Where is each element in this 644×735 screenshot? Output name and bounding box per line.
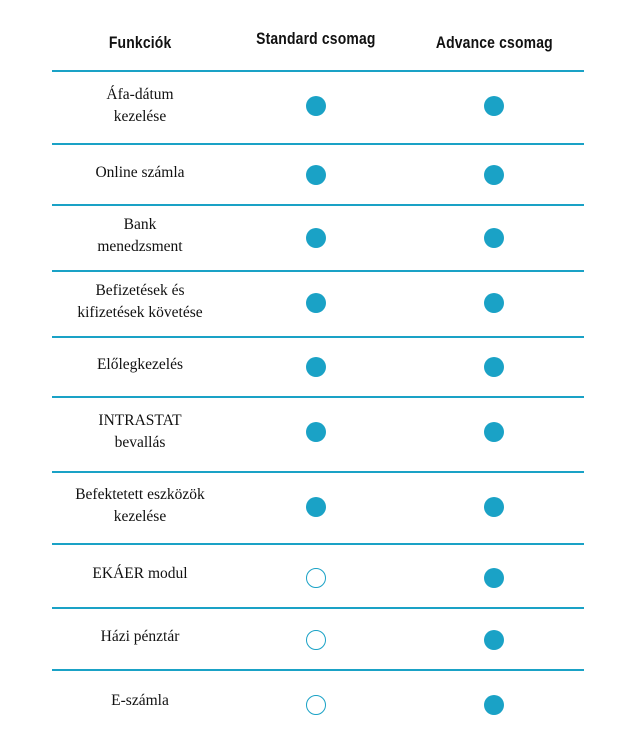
feature-cell <box>52 72 228 143</box>
standard-cell <box>228 145 404 204</box>
advance-cell <box>404 145 584 204</box>
feature-cell <box>52 338 228 396</box>
advance-cell <box>404 473 584 543</box>
availability-dot-icon <box>306 497 326 517</box>
table-row <box>52 72 584 145</box>
table-row <box>52 398 584 473</box>
standard-cell <box>228 545 404 607</box>
feature-cell <box>52 206 228 270</box>
availability-dot-icon <box>306 695 326 715</box>
availability-dot-icon <box>484 96 504 116</box>
advance-cell <box>404 338 584 396</box>
standard-cell <box>228 473 404 543</box>
feature-cell <box>52 545 228 607</box>
standard-cell <box>228 671 404 734</box>
table-row <box>52 145 584 206</box>
availability-dot-icon <box>306 293 326 313</box>
availability-dot-icon <box>484 422 504 442</box>
table-row <box>52 545 584 609</box>
table-row <box>52 609 584 671</box>
availability-dot-icon <box>306 96 326 116</box>
table-row <box>52 272 584 338</box>
availability-dot-icon <box>306 568 326 588</box>
advance-cell <box>404 398 584 471</box>
availability-dot-icon <box>484 630 504 650</box>
feature-cell <box>52 609 228 669</box>
standard-cell <box>228 338 404 396</box>
feature-name: Áfa-dátum kezelése <box>106 85 174 125</box>
availability-dot-icon <box>484 568 504 588</box>
feature-name: INTRASTAT bevallás <box>98 411 182 451</box>
advance-cell <box>404 272 584 336</box>
advance-cell <box>404 72 584 143</box>
feature-cell <box>52 473 228 543</box>
standard-cell <box>228 609 404 669</box>
availability-dot-icon <box>484 497 504 517</box>
advance-cell <box>404 545 584 607</box>
header-feature-label: Funkciók <box>108 33 172 52</box>
header-advance-label: Advance csomag <box>435 33 553 52</box>
header-cell-standard <box>228 0 404 70</box>
availability-dot-icon <box>306 165 326 185</box>
feature-cell <box>52 145 228 204</box>
feature-name: EKÁER modul <box>92 565 188 582</box>
table-row <box>52 338 584 398</box>
feature-cell <box>52 398 228 471</box>
standard-cell <box>228 206 404 270</box>
feature-name: Bank menedzsment <box>97 216 183 255</box>
feature-name: Előlegkezelés <box>96 356 184 373</box>
advance-cell <box>404 609 584 669</box>
availability-dot-icon <box>484 695 504 715</box>
feature-name: Online számla <box>95 163 185 181</box>
standard-cell <box>228 72 404 143</box>
availability-dot-icon <box>306 357 326 377</box>
table-header <box>52 0 584 72</box>
header-cell-feature <box>52 0 228 70</box>
availability-dot-icon <box>306 630 326 650</box>
feature-name: E-számla <box>111 691 169 709</box>
availability-dot-icon <box>484 293 504 313</box>
table-row <box>52 671 584 734</box>
availability-dot-icon <box>484 357 504 377</box>
advance-cell <box>404 671 584 734</box>
feature-cell <box>52 671 228 734</box>
feature-name: Befizetések és kifizetések követése <box>77 282 203 321</box>
availability-dot-icon <box>484 228 504 248</box>
feature-name: Házi pénztár <box>100 628 180 645</box>
feature-cell <box>52 272 228 336</box>
table-row <box>52 473 584 545</box>
standard-cell <box>228 272 404 336</box>
header-cell-advance <box>404 0 584 70</box>
table-row <box>52 206 584 272</box>
feature-name: Befektetett eszközök kezelése <box>75 486 205 525</box>
availability-dot-icon <box>306 228 326 248</box>
availability-dot-icon <box>484 165 504 185</box>
standard-cell <box>228 398 404 471</box>
availability-dot-icon <box>306 422 326 442</box>
header-standard-label: Standard csomag <box>256 29 376 48</box>
feature-comparison-table <box>52 0 584 734</box>
advance-cell <box>404 206 584 270</box>
